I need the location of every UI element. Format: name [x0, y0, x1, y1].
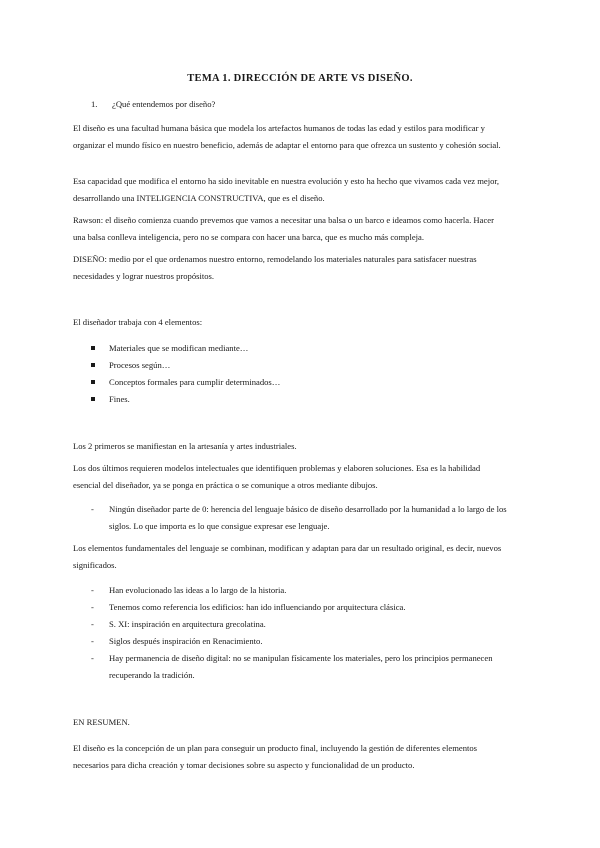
dash-bullet-icon: - [91, 504, 94, 514]
page-title: TEMA 1. DIRECCIÓN DE ARTE VS DISEÑO. [187, 73, 413, 84]
summary-heading: EN RESUMEN. [73, 717, 130, 727]
paragraph-four-elements-intro: El diseñador trabaja con 4 elementos: [73, 317, 203, 327]
square-bullet-icon [91, 397, 95, 401]
list-item: Conceptos formales para cumplir determinados… [91, 374, 511, 391]
list-item: Materiales que se modifican mediante… [91, 340, 511, 357]
paragraph-design-definition: El diseño es una facultad humana básica que modela los artefactos humanos de todas las edad y estilos para modificar y organizar el mundo físico en nuestro beneficio, además de adaptar el entorno para que ofrezca un sustento y cohesión social. [73, 123, 501, 150]
list-item: - Ningún diseñador parte de 0: herencia del lenguaje básico de diseño desarrollado por la humanidad a lo largo de los siglos. Lo que importa es lo que consigue expresar ese lenguaje. [91, 501, 511, 535]
dash-bullet-icon: - [91, 619, 94, 629]
list-item: - Han evolucionado las ideas a lo largo de la historia. [91, 582, 511, 599]
question-number: 1. [91, 99, 98, 109]
question-text: ¿Qué entendemos por diseño? [112, 99, 216, 109]
paragraph-diseno-definition: DISEÑO: medio por el que ordenamos nuestro entorno, remodelando los materiales naturales para satisfacer nuestras necesidades y lograr nuestros propósitos. [73, 254, 477, 281]
paragraph-language-elements: Los elementos fundamentales del lenguaje se combinan, modifican y adaptan para dar un resultado original, es decir, nuevos significados. [73, 543, 502, 570]
paragraph-last-two: Los dos últimos requieren modelos intelectuales que identifiquen problemas y elaboren soluciones. Esa es la habilidad esencial del diseñador, ya se ponga en práctica o se comunique a otros mediante dibujos. [73, 463, 481, 490]
square-bullet-icon [91, 346, 95, 350]
list-item: Fines. [91, 391, 511, 408]
paragraph-rawson: Rawson: el diseño comienza cuando prevemos que vamos a necesitar una balsa o un barco e ideamos como hacerla. Hacer una balsa conlleva inteligencia, pero no se compara con hacer una barca, que es mucho más compleja. [73, 215, 494, 242]
dash-bullet-icon: - [91, 585, 94, 595]
section-question [91, 96, 215, 113]
square-bullet-icon [91, 380, 95, 384]
paragraph-constructive-intelligence: Esa capacidad que modifica el entorno ha sido inevitable en nuestra evolución y esto ha hecho que vivamos cada vez mejor, desarrollando una INTELIGENCIA CONSTRUCTIVA, que es el diseño. [73, 176, 500, 203]
dash-bullet-icon: - [91, 653, 94, 663]
dash-bullet-icon: - [91, 602, 94, 612]
paragraph-first-two: Los 2 primeros se manifiestan en la artesanía y artes industriales. [73, 441, 297, 451]
elements-list [91, 340, 511, 408]
list-item: - Tenemos como referencia los edificios: han ido influenciando por arquitectura clásica. [91, 599, 511, 616]
square-bullet-icon [91, 363, 95, 367]
list-item: - S. XI: inspiración en arquitectura grecolatina. [91, 616, 511, 633]
note-list [91, 501, 511, 535]
list-item: Procesos según… [91, 357, 511, 374]
paragraph-summary: El diseño es la concepción de un plan para conseguir un producto final, incluyendo la gestión de diferentes elementos necesarios para dicha creación y tomar decisiones sobre su aspecto y funcionalidad de un producto. [73, 743, 478, 770]
list-item: - Siglos después inspiración en Renacimiento. [91, 633, 511, 650]
dash-bullet-icon: - [91, 636, 94, 646]
list-item: - Hay permanencia de diseño digital: no se manipulan físicamente los materiales, pero los principios permanecen recuperando la tradición. [91, 650, 511, 684]
history-list [91, 582, 511, 684]
